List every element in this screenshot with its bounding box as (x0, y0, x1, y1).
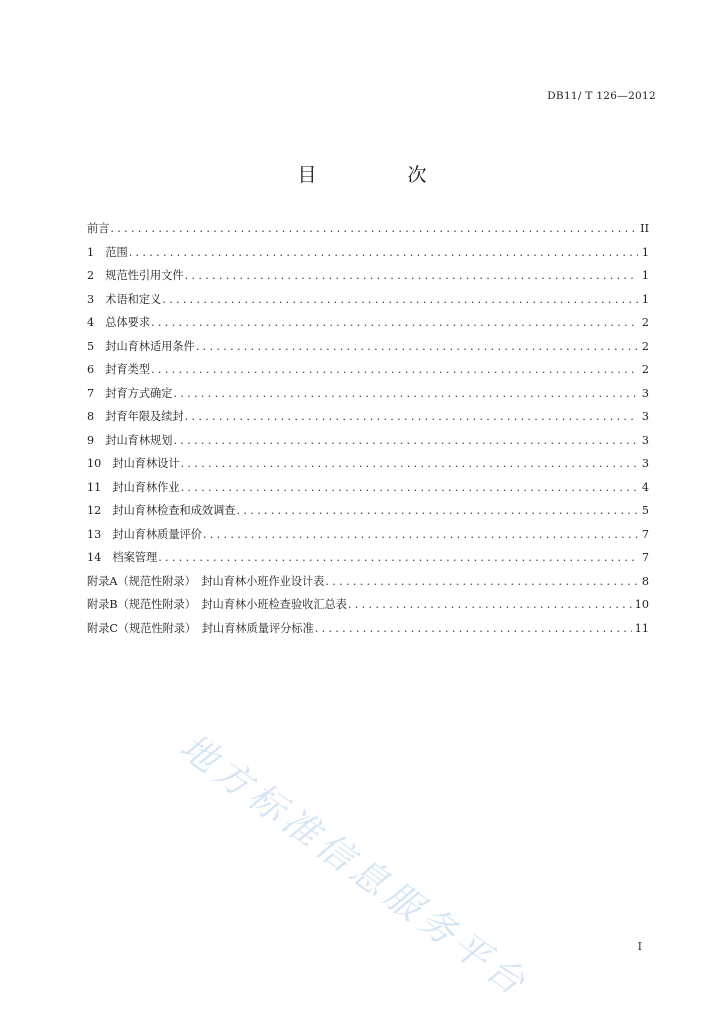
toc-entry-normative-references[interactable] (87, 264, 649, 288)
toc-entry-label: 5 封山育林适用条件 (87, 339, 195, 353)
toc-entry-label: 13 封山育林质量评价 (87, 527, 202, 541)
toc-entry-quality-evaluation[interactable] (87, 523, 649, 547)
toc-leader-dots (315, 617, 632, 641)
toc-leader-dots (196, 335, 638, 359)
toc-entry-applicable-conditions[interactable] (87, 335, 649, 359)
toc-leader-dots (185, 264, 638, 288)
toc-entry-general-requirements[interactable] (87, 311, 649, 335)
toc-entry-enclosure-types[interactable] (87, 358, 649, 382)
toc-leader-dots (237, 499, 639, 523)
toc-entry-label: 附录B（规范性附录） 封山育林小班检查验收汇总表 (87, 598, 347, 611)
toc-leader-dots (325, 570, 638, 594)
toc-entry-page: 3 (641, 386, 649, 400)
toc-entry-label: 2 规范性引用文件 (87, 269, 184, 282)
toc-entry-label: 12 封山育林检查和成效调查 (87, 504, 236, 517)
toc-entry-page: 10 (634, 598, 649, 611)
toc-leader-dots (185, 405, 638, 429)
toc-entry-page: 1 (641, 292, 649, 306)
toc-entry-appendix-b[interactable] (87, 593, 649, 617)
toc-entry-label: 前言 (87, 222, 110, 235)
toc-entry-enclosure-method[interactable] (87, 382, 649, 406)
toc-entry-appendix-a[interactable] (87, 570, 649, 594)
toc-entry-page: 4 (641, 480, 649, 494)
toc-entry-appendix-c[interactable] (87, 617, 649, 641)
toc-entry-page: II (640, 222, 649, 235)
standard-code: DB11/ T 126—2012 (547, 90, 656, 102)
toc-entry-label: 8 封育年限及续封 (87, 410, 184, 423)
toc-leader-dots (151, 358, 638, 382)
toc-entry-foreword[interactable] (87, 217, 649, 241)
toc-entry-page: 1 (641, 245, 649, 259)
toc-entry-label: 附录A（规范性附录） 封山育林小班作业设计表 (87, 574, 325, 588)
toc-entry-page: 1 (641, 269, 649, 282)
toc-entry-label: 11 封山育林作业 (87, 480, 180, 494)
toc-entry-scope[interactable] (87, 241, 649, 265)
toc-entry-label: 10 封山育林设计 (87, 457, 180, 470)
toc-entry-label: 附录C（规范性附录） 封山育林质量评分标准 (87, 621, 314, 635)
toc-leader-dots (173, 429, 638, 453)
toc-entry-planning[interactable] (87, 429, 649, 453)
toc-entry-label: 7 封育方式确定 (87, 386, 173, 400)
toc-entry-label: 9 封山育林规划 (87, 433, 173, 447)
toc-entry-page: 5 (641, 504, 649, 517)
toc-leader-dots (181, 452, 638, 476)
toc-title: 目 次 (297, 164, 463, 186)
toc-entry-operation[interactable] (87, 476, 649, 500)
toc-entry-terms-definitions[interactable] (87, 288, 649, 312)
toc-entry-page: 7 (641, 551, 649, 564)
toc-entry-page: 2 (641, 363, 649, 376)
toc-entry-page: 7 (641, 527, 649, 541)
watermark-text: 地方标准信息服务平台 (172, 726, 537, 1007)
toc-entry-inspection-survey[interactable] (87, 499, 649, 523)
toc-entry-label: 6 封育类型 (87, 363, 151, 376)
toc-leader-dots (162, 288, 638, 312)
page-number: I (637, 940, 642, 953)
toc-entry-label: 4 总体要求 (87, 316, 151, 329)
toc-entry-label: 3 术语和定义 (87, 292, 162, 306)
toc-entry-archive-management[interactable] (87, 546, 649, 570)
toc-leader-dots (203, 523, 638, 547)
toc-leader-dots (173, 382, 638, 406)
toc-entry-page: 2 (641, 339, 649, 353)
toc-entry-page: 11 (634, 621, 649, 635)
toc-leader-dots (348, 593, 632, 617)
toc-leader-dots (151, 311, 638, 335)
toc-entry-design[interactable] (87, 452, 649, 476)
toc-entry-label: 1 范围 (87, 245, 128, 259)
toc-entry-page: 3 (641, 433, 649, 447)
toc-entry-page: 2 (641, 316, 649, 329)
toc-entry-page: 3 (641, 457, 649, 470)
toc-leader-dots (158, 546, 638, 570)
toc-entry-page: 8 (641, 574, 649, 588)
toc-leader-dots (181, 476, 638, 500)
toc-entry-page: 3 (641, 410, 649, 423)
toc-list (87, 217, 649, 640)
toc-leader-dots (129, 241, 638, 265)
toc-entry-label: 14 档案管理 (87, 551, 158, 564)
toc-leader-dots (110, 217, 637, 241)
toc-entry-enclosure-period[interactable] (87, 405, 649, 429)
